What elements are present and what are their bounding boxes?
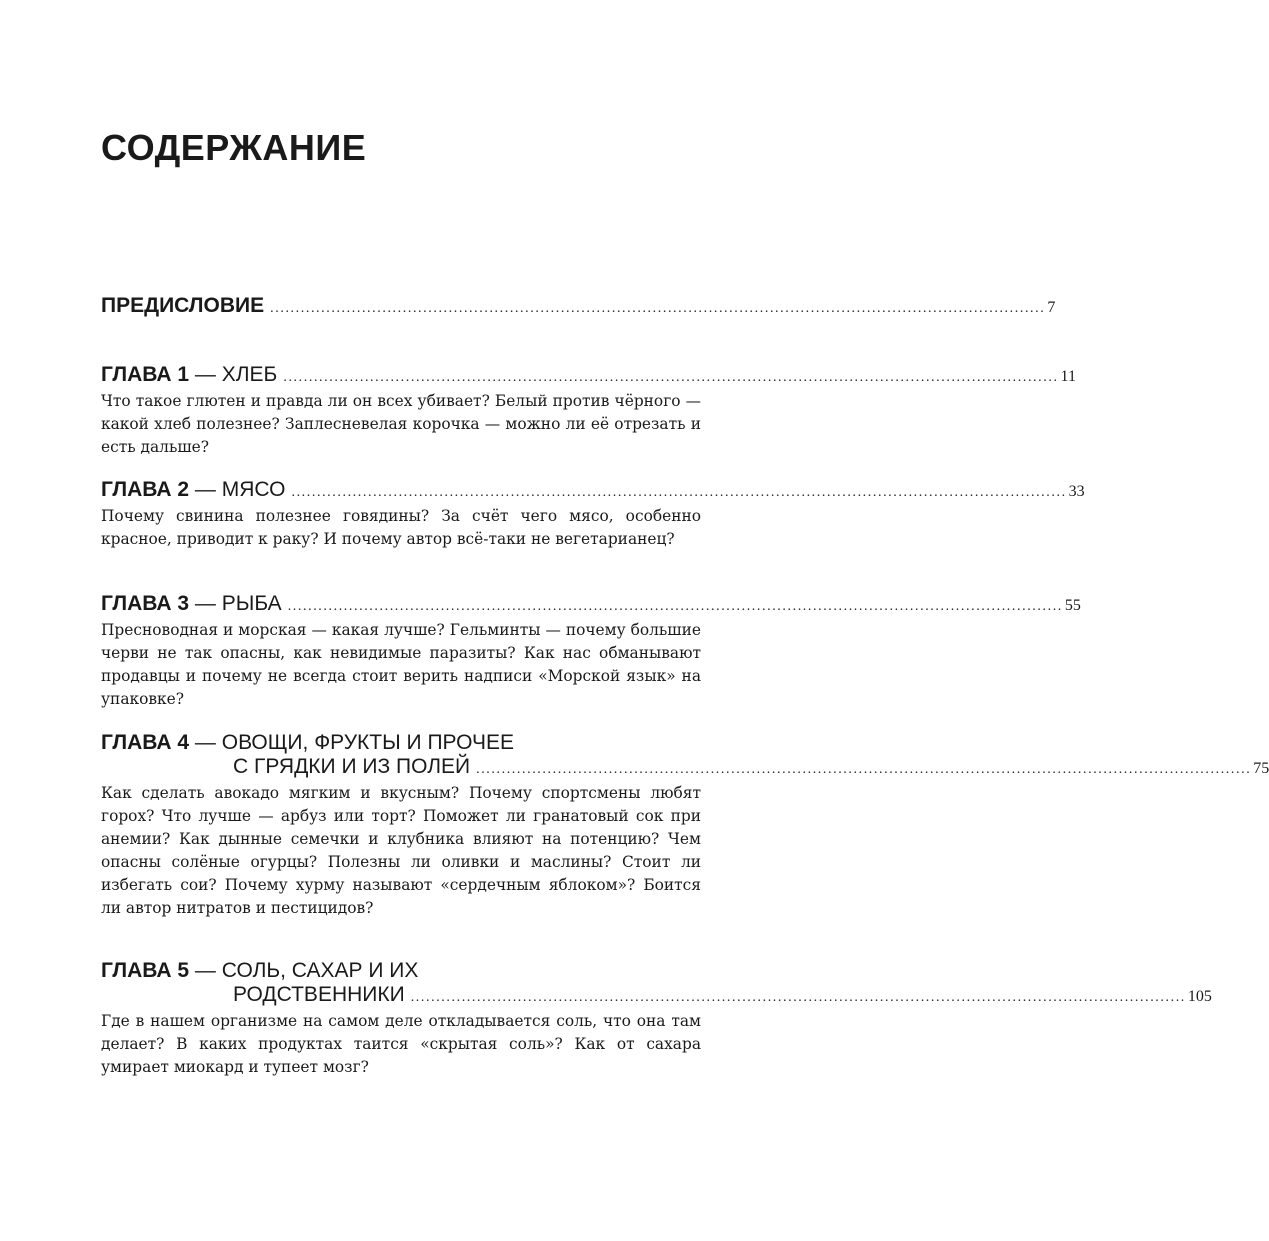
- toc-dash: —: [189, 478, 222, 501]
- toc-dash: —: [189, 363, 222, 386]
- toc-leader-dots: ........................................................................................................................................................: [291, 485, 1067, 500]
- toc-page-number: 33: [1068, 483, 1085, 500]
- toc-label: ГЛАВА 5: [101, 959, 190, 982]
- toc-leader-dots: ........................................................................................................................................................: [410, 990, 1186, 1005]
- toc-chapter-title: РЫБА: [221, 592, 282, 615]
- toc-page-number: 11: [1060, 368, 1076, 385]
- toc-chapter-title-continued: С ГРЯДКИ И ИЗ ПОЛЕЙ: [233, 755, 471, 778]
- toc-heading-chapter-5-line-2: [101, 983, 1212, 1010]
- toc-dash: —: [189, 592, 222, 615]
- toc-dash: —: [189, 731, 222, 754]
- toc-chapter-title-continued: РОДСТВЕННИКИ: [233, 983, 405, 1006]
- toc-label: ПРЕДИСЛОВИЕ: [101, 294, 265, 317]
- toc-label: ГЛАВА 1: [101, 363, 190, 386]
- toc-entry-chapter-1: [101, 363, 1076, 459]
- toc-label: ГЛАВА 2: [101, 478, 190, 501]
- toc-description: Где в нашем организме на самом деле откладывается соль, что она там делает? В каких продуктах таится «скрытая соль»? Как от сахара умирает миокард и тупеет мозг?: [101, 1012, 701, 1076]
- toc-dash: —: [189, 959, 222, 982]
- toc-description: Что такое глютен и правда ли он всех убивает? Белый против чёрного — какой хлеб полезнее? Заплесневелая корочка — можно ли её отрезать и есть дальше?: [101, 392, 701, 456]
- toc-chapter-title: МЯСО: [221, 478, 286, 501]
- toc-entry-chapter-2: [101, 478, 1085, 551]
- page-title: СОДЕРЖАНИЕ: [101, 127, 367, 168]
- toc-entry-chapter-4: [101, 731, 1269, 920]
- toc-chapter-title: ХЛЕБ: [221, 363, 278, 386]
- toc-leader-dots: ........................................................................................................................................................: [283, 370, 1059, 385]
- toc-page-number: 105: [1187, 988, 1212, 1005]
- toc-heading-chapter-2: [101, 478, 1085, 505]
- toc-label: ГЛАВА 4: [101, 731, 190, 754]
- toc-description: Как сделать авокадо мягким и вкусным? Почему спортсмены любят горох? Что лучше — арбуз или торт? Поможет ли гранатовый сок при анемии? Как дынные семечки и клубника влияют на потенцию? Чем опасны солёные огурцы? Полезны ли оливки и маслины? Стоит ли избегать сои? Почему хурму называют «сердечным яблоком»? Боится ли автор нитратов и пестицидов?: [101, 784, 701, 917]
- toc-heading-chapter-4-line-1: [101, 731, 701, 755]
- toc-page-number: 7: [1047, 299, 1056, 316]
- toc-heading-chapter-5-line-1: [101, 959, 701, 983]
- toc-entry-chapter-5: [101, 959, 1212, 1079]
- toc-leader-dots: ........................................................................................................................................................: [270, 301, 1046, 316]
- toc-chapter-title: ОВОЩИ, ФРУКТЫ И ПРОЧЕЕ: [221, 731, 514, 754]
- toc-heading-chapter-1: [101, 363, 1076, 390]
- toc-chapter-title: СОЛЬ, САХАР И ИХ: [221, 959, 419, 982]
- toc-description: Пресноводная и морская — какая лучше? Гельминты — почему большие черви не так опасны, как невидимые паразиты? Как нас обманывают продавцы и почему не всегда стоит верить надписи «Морской язык» на упаковке?: [101, 621, 701, 708]
- toc-leader-dots: ........................................................................................................................................................: [476, 762, 1252, 777]
- toc-heading-preface: [101, 294, 1056, 321]
- toc-page-number: 55: [1064, 597, 1081, 614]
- toc-heading-chapter-4-line-2: [101, 755, 1269, 782]
- toc-page-number: 75: [1253, 760, 1269, 777]
- toc-entry-chapter-3: [101, 592, 1081, 711]
- toc-heading-chapter-3: [101, 592, 1081, 619]
- toc-label: ГЛАВА 3: [101, 592, 190, 615]
- toc-entry-preface: [101, 294, 1056, 321]
- toc-description: Почему свинина полезнее говядины? За счёт чего мясо, особенно красное, приводит к раку? И почему автор всё-таки не вегетарианец?: [101, 507, 701, 548]
- toc-leader-dots: ........................................................................................................................................................: [287, 599, 1063, 614]
